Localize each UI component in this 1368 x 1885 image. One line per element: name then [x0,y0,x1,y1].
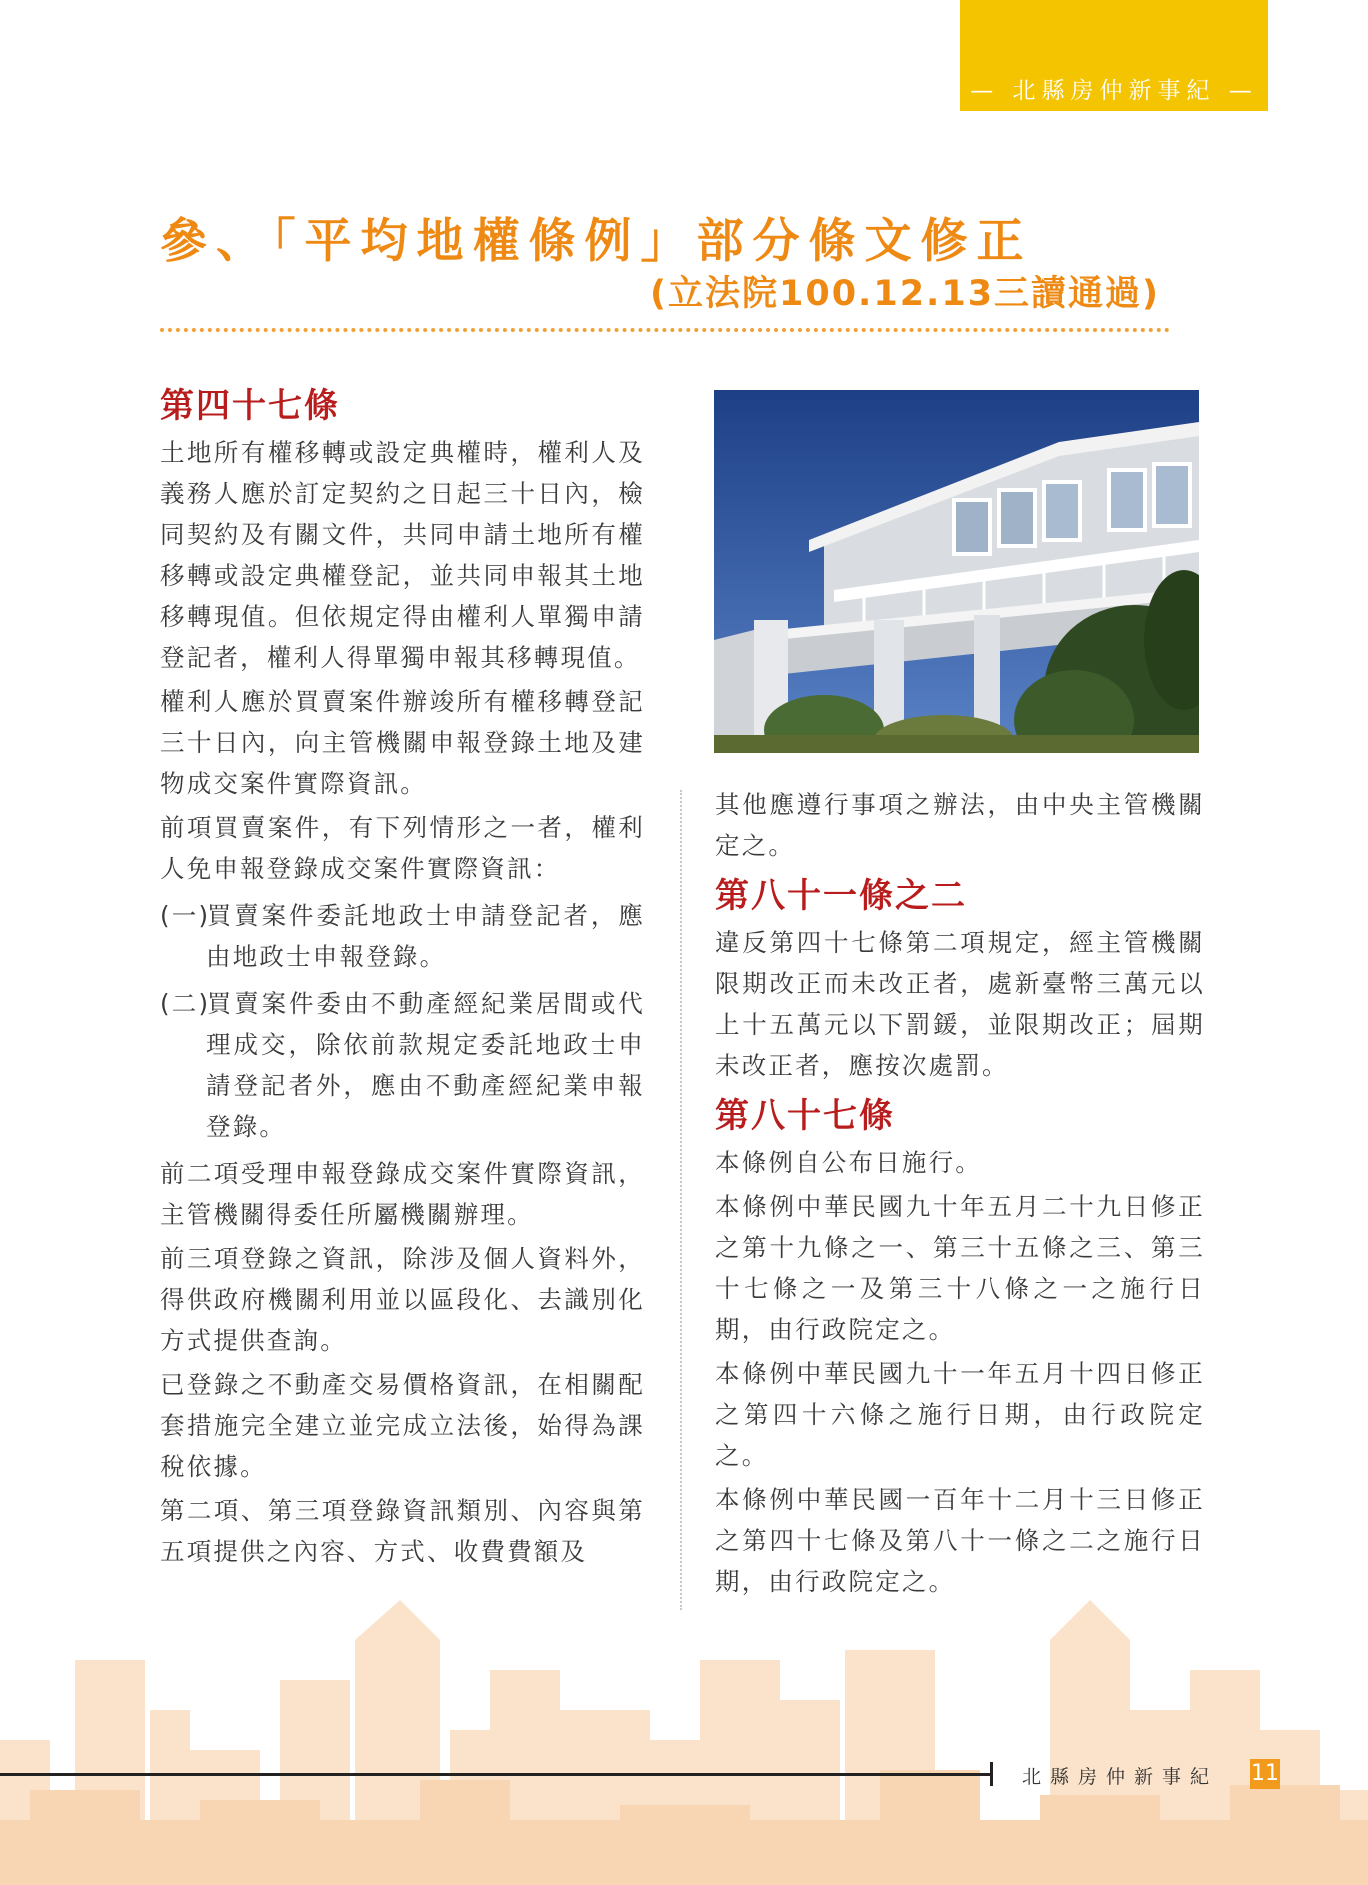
article-87-paragraph-4: 本條例中華民國一百年十二月十三日修正之第四十七條及第八十一條之二之施行日期，由行政院定之。 [715,1485,1205,1596]
building-photo [714,390,1199,753]
article-47-list-item-2 [160,983,645,1147]
header-tab [960,0,1268,111]
building-photo-illustration [714,390,1199,753]
left-column [160,382,645,1575]
article-47-paragraph-3: 前項買賣案件，有下列情形之一者，權利人免申報登錄成交案件實際資訊： [160,813,645,883]
article-47-paragraph-7: 第二項、第三項登錄資訊類別、內容與第五項提供之內容、方式、收費費額及 [160,1496,645,1566]
list-item-text: 買賣案件委由不動產經紀業居間或代理成交，除依前款規定委託地政士申請登記者外，應由不動產經紀業申報登錄。 [206,989,645,1141]
page-subtitle: (立法院100.12.13三讀通過) [650,274,1161,314]
skyline-decoration [0,1600,1368,1885]
title-divider [160,328,1170,332]
column-divider [680,790,682,1610]
article-87-paragraph-3: 本條例中華民國九十一年五月十四日修正之第四十六條之施行日期，由行政院定之。 [715,1359,1205,1470]
footer-rule-tick [990,1762,993,1786]
footer-brand: 北縣房仲新事紀 [1022,1766,1219,1788]
list-item-text: 買賣案件委託地政士申請登記者，應由地政士申報登錄。 [206,901,645,971]
article-47-paragraph-4: 前二項受理申報登錄成交案件實際資訊，主管機關得委任所屬機關辦理。 [160,1159,645,1229]
list-marker: (一) [160,901,211,930]
article-47-heading: 第四十七條 [160,386,340,426]
article-47-paragraph-6: 已登錄之不動產交易價格資訊，在相關配套措施完全建立並完成立法後，始得為課稅依據。 [160,1370,645,1481]
article-47-paragraph-1: 土地所有權移轉或設定典權時，權利人及義務人應於訂定契約之日起三十日內，檢同契約及有關文件，共同申請土地所有權移轉或設定典權登記，並共同申報其土地移轉現值。但依規定得由權利人單獨申請登記者，權利人得單獨申報其移轉現值。 [160,438,645,672]
right-column [715,784,1205,1605]
article-87-heading: 第八十七條 [715,1096,895,1136]
article-87-paragraph-2: 本條例中華民國九十年五月二十九日修正之第十九條之一、第三十五條之三、第三十七條之一及第三十八條之一之施行日期，由行政院定之。 [715,1192,1205,1344]
page-number: 11 [1250,1759,1280,1789]
article-47-paragraph-2: 權利人應於買賣案件辦竣所有權移轉登記三十日內，向主管機關申報登錄土地及建物成交案件實際資訊。 [160,687,645,798]
article-81-2-heading: 第八十一條之二 [715,876,967,916]
article-87-paragraph-1: 本條例自公布日施行。 [715,1148,982,1177]
article-81-2-paragraph-1: 違反第四十七條第二項規定，經主管機關限期改正而未改正者，處新臺幣三萬元以上十五萬元以下罰鍰，並限期改正；屆期未改正者，應按次處罰。 [715,928,1205,1080]
header-tab-label: — 北縣房仲新事紀 — [970,78,1258,104]
footer-rule [0,1773,992,1776]
article-47-list-item-1 [160,895,645,977]
page-title: 參、「平均地權條例」部分條文修正 [160,214,1033,269]
list-marker: (二) [160,989,211,1018]
article-47-paragraph-5: 前三項登錄之資訊，除涉及個人資料外，得供政府機關利用並以區段化、去識別化方式提供查詢。 [160,1244,645,1355]
article-47-paragraph-7-continued: 其他應遵行事項之辦法，由中央主管機關定之。 [715,790,1205,860]
